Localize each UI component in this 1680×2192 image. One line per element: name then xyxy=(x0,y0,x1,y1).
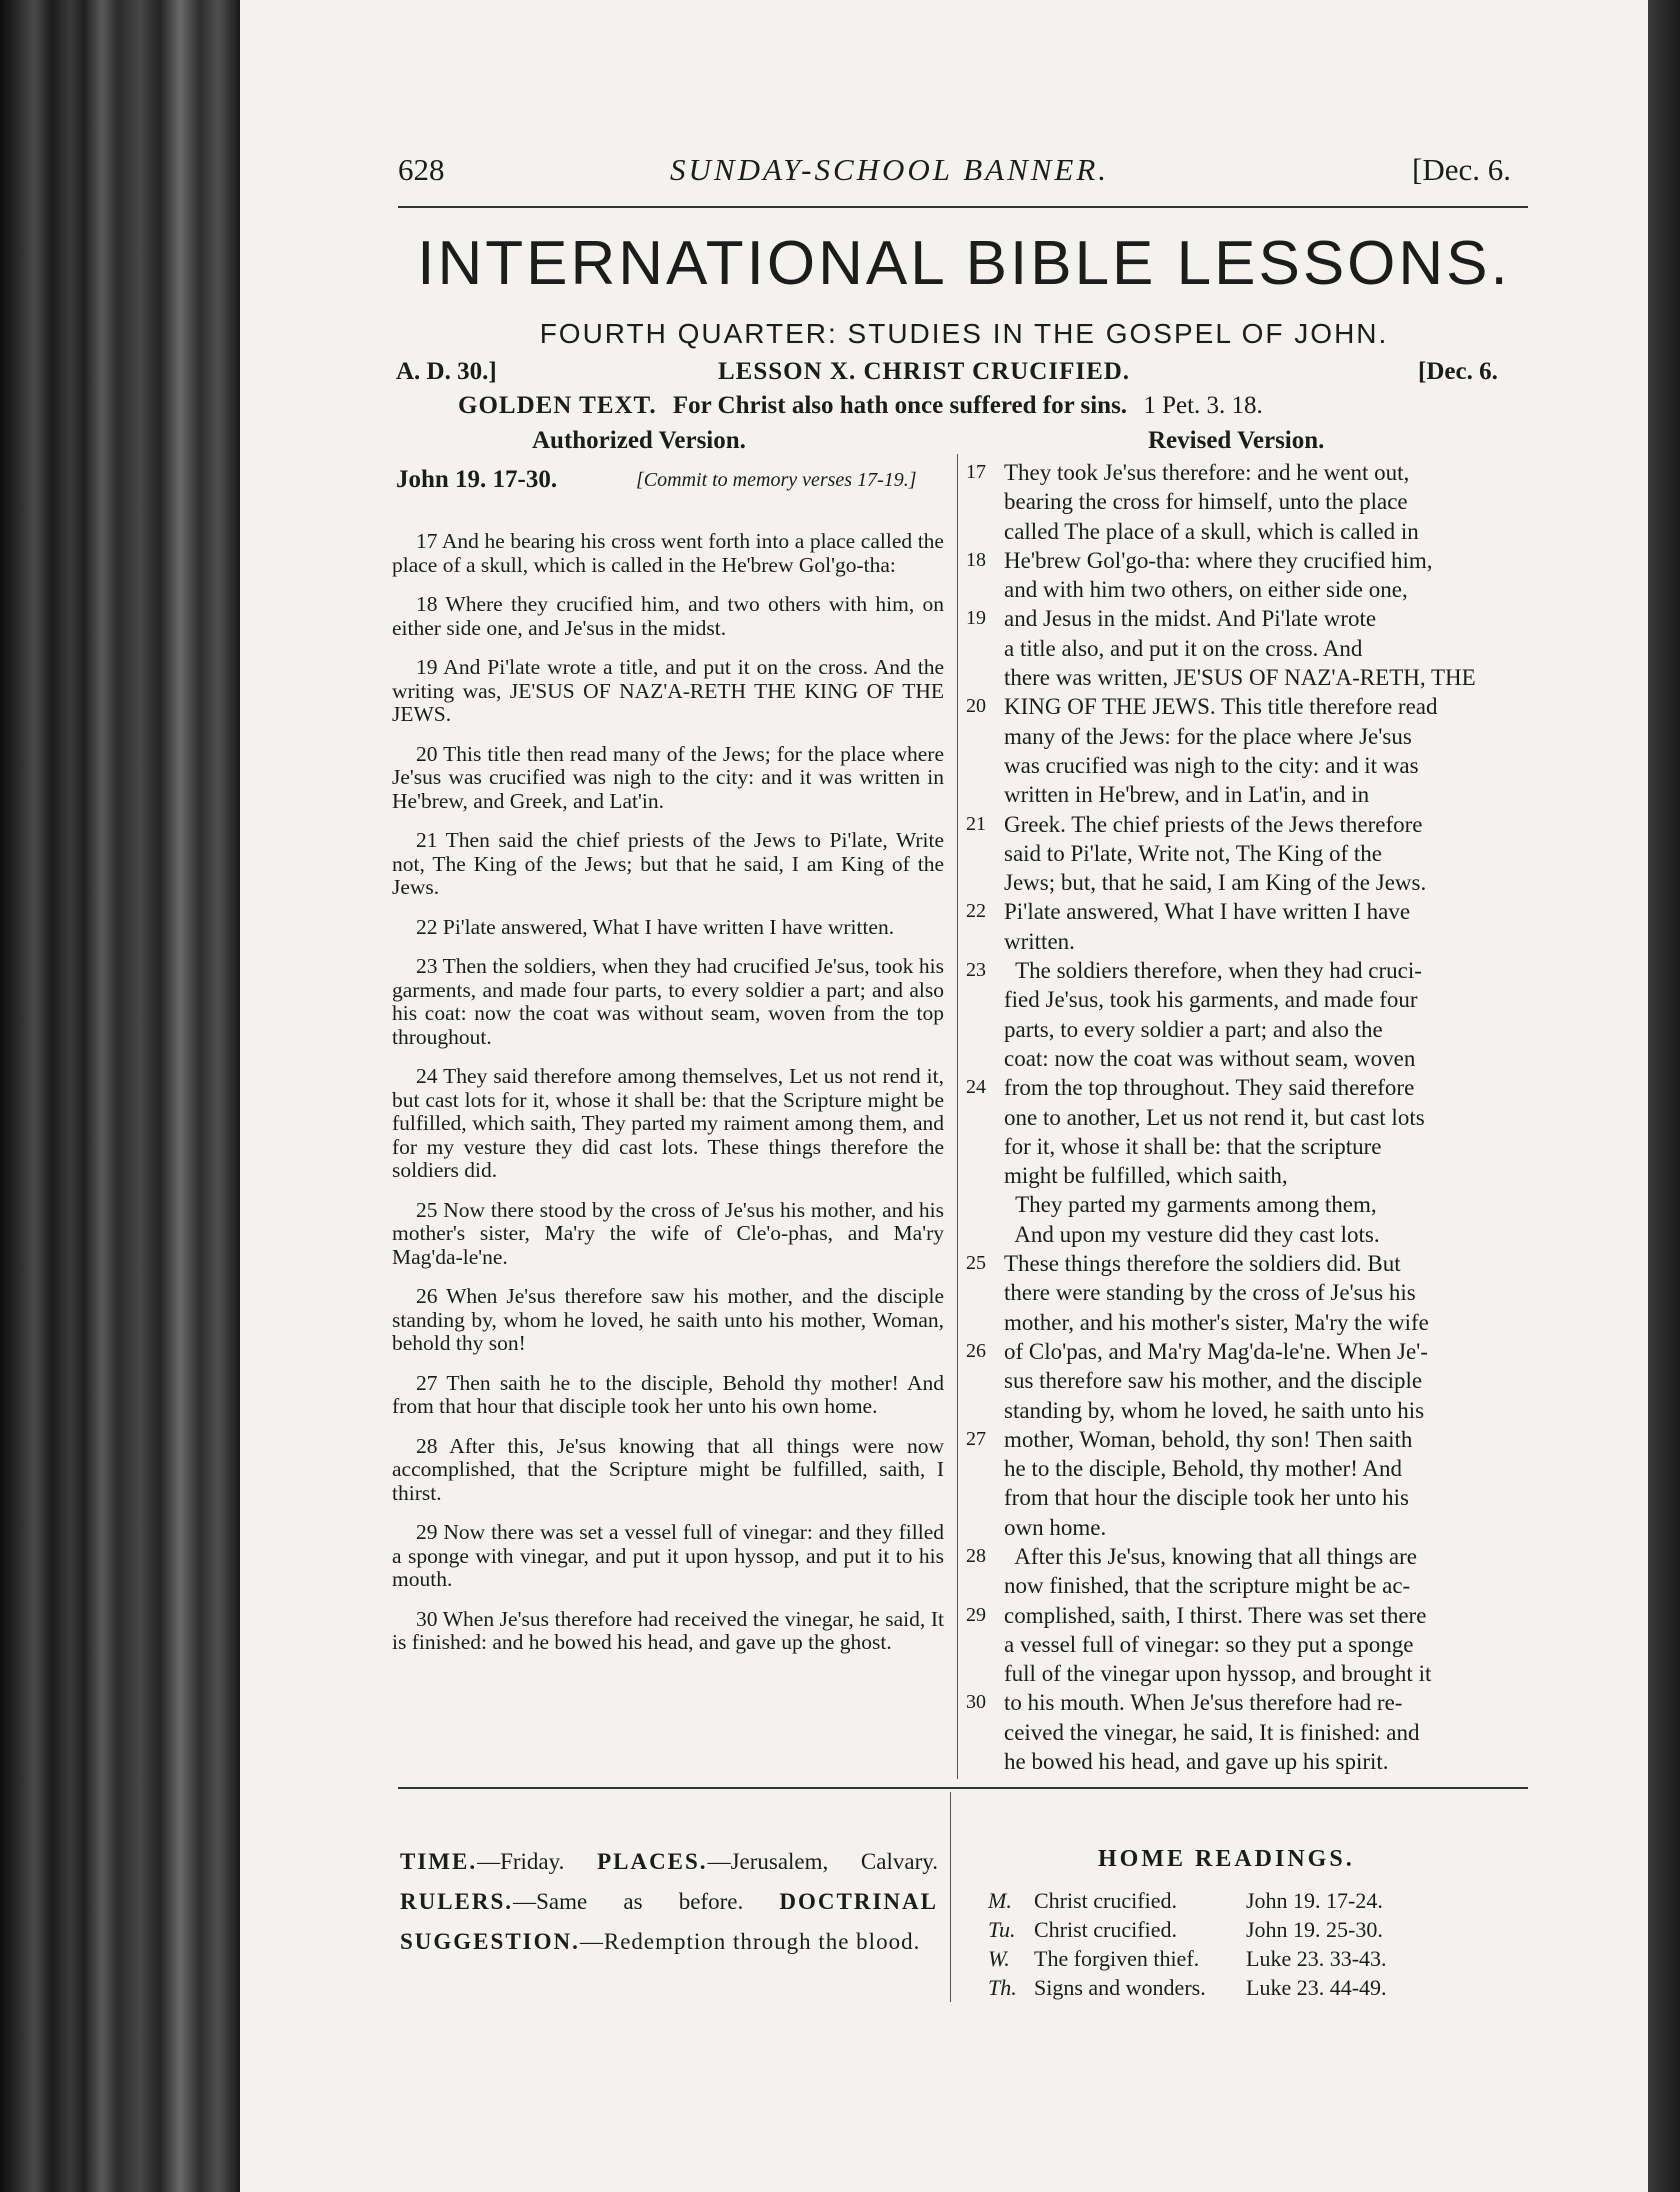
reading-day: W. xyxy=(988,1946,1010,1971)
golden-text xyxy=(458,392,1263,420)
verse-text: These things therefore the soldiers did. But xyxy=(1004,1251,1401,1277)
verse-text: He'brew Gol'go-tha: where they crucified him, xyxy=(1004,547,1433,573)
revised-line xyxy=(1004,1396,1526,1425)
revised-line xyxy=(966,956,1526,985)
verse-text: there were standing by the cross of Je'sus his xyxy=(1004,1280,1416,1306)
verse-text: Where they crucified him, and two others with him, on either side one, and Je'sus in the midst. xyxy=(392,592,944,640)
verse-text: written in He'brew, and in Lat'in, and in xyxy=(1004,782,1370,808)
verse-text: Greek. The chief priests of the Jews therefore xyxy=(1004,811,1423,837)
verse-number: 18 xyxy=(966,548,986,571)
authorized-verse-18 xyxy=(392,593,944,640)
places-value: —Jerusalem, Calvary. xyxy=(707,1849,938,1874)
verse-text: written. xyxy=(1004,928,1075,954)
verse-number: 19 xyxy=(966,607,986,630)
verse-number: 29 xyxy=(416,1520,444,1544)
verse-text: now finished, that the scripture might be ac- xyxy=(1004,1573,1411,1599)
verse-text: ceived the vinegar, he said, It is finished: and xyxy=(1004,1719,1420,1745)
revised-line xyxy=(1004,487,1526,516)
lesson-date: [Dec. 6. xyxy=(1418,358,1498,385)
revised-line xyxy=(966,1249,1526,1278)
verse-number: 25 xyxy=(966,1252,986,1275)
home-reading-item xyxy=(988,1915,1508,1944)
revised-line xyxy=(1004,1278,1526,1307)
verse-text: They parted my garments among them, xyxy=(1004,1192,1377,1218)
reading-title: Signs and wonders. xyxy=(1034,1975,1206,2000)
revised-line xyxy=(1004,868,1526,897)
verse-text: there was written, JE'SUS OF NAZ'A-RETH, THE xyxy=(1004,665,1476,691)
places-label: PLACES. xyxy=(597,1849,708,1874)
verse-text: mother, Woman, behold, thy son! Then saith xyxy=(1004,1426,1413,1452)
verse-number: 22 xyxy=(966,900,986,923)
revised-line xyxy=(1004,780,1526,809)
revised-line xyxy=(1004,1103,1526,1132)
lesson-notes xyxy=(400,1842,938,1962)
verse-number: 17 xyxy=(416,529,442,553)
verse-number: 20 xyxy=(966,695,986,718)
revised-line xyxy=(1004,1220,1526,1249)
verse-number: 23 xyxy=(416,954,443,978)
verse-text: Jews; but, that he said, I am King of the Jews. xyxy=(1004,870,1427,896)
verse-text: bearing the cross for himself, unto the place xyxy=(1004,489,1408,515)
verse-number: 18 xyxy=(416,592,446,616)
verse-text: Then saith he to the disciple, Behold thy mother! And from that hour that disciple took her unto his own home. xyxy=(392,1370,944,1418)
revised-line xyxy=(1004,634,1526,663)
subtitle: FOURTH QUARTER: STUDIES IN THE GOSPEL OF JOHN. xyxy=(539,318,1389,349)
revised-line xyxy=(966,1601,1526,1630)
passage-reference: John 19. 17-30. xyxy=(396,466,558,493)
revised-line xyxy=(1004,575,1526,604)
home-readings-list xyxy=(988,1886,1508,2002)
verse-text: from the top throughout. They said therefore xyxy=(1004,1075,1415,1101)
verse-number: 30 xyxy=(966,1691,986,1714)
revised-line xyxy=(1004,663,1526,692)
revised-line xyxy=(1004,722,1526,751)
verse-text: of Clo'pas, and Ma'ry Mag'da-le'ne. When Je'- xyxy=(1004,1338,1428,1364)
verse-number: 30 xyxy=(416,1606,443,1631)
authorized-verse-21 xyxy=(392,829,944,900)
verse-text: They took Je'sus therefore: and he went out, xyxy=(1004,460,1410,485)
reading-title: Christ crucified. xyxy=(1034,1888,1177,1913)
bottom-rule xyxy=(398,1787,1528,1789)
verse-number: 27 xyxy=(966,1427,986,1450)
home-readings-heading: HOME READINGS. xyxy=(1098,1846,1355,1872)
revised-line xyxy=(1004,839,1526,868)
revised-line xyxy=(1004,1513,1526,1542)
revised-line xyxy=(1004,1161,1526,1190)
verse-text: parts, to every soldier a part; and also the xyxy=(1004,1016,1383,1042)
verse-number: 24 xyxy=(416,1064,444,1088)
verse-text: Pi'late answered, What I have written I have written. xyxy=(442,914,895,939)
verse-text: he bowed his head, and gave up his spirit. xyxy=(1004,1749,1389,1775)
verse-number: 17 xyxy=(966,461,986,483)
verse-text: Then said the chief priests of the Jews to Pi'late, Write not, The King of the Jews; but that he said, I am King of the Jews. xyxy=(392,828,944,899)
lesson-title: LESSON X. CHRIST CRUCIFIED. xyxy=(718,358,1131,385)
revised-line xyxy=(966,692,1526,721)
verse-text: might be fulfilled, which saith, xyxy=(1004,1163,1288,1189)
golden-text-label: GOLDEN TEXT. xyxy=(458,392,657,419)
authorized-verse-23 xyxy=(392,955,944,1049)
header-date: [Dec. 6. xyxy=(1412,152,1511,187)
verse-number: 23 xyxy=(966,959,986,982)
reading-ref: Luke 23. 33-43. xyxy=(1246,1946,1387,1971)
revised-line xyxy=(1004,1718,1526,1747)
page-title: INTERNATIONAL BIBLE LESSONS. xyxy=(417,229,1511,298)
revised-line xyxy=(1004,1366,1526,1395)
verse-number: 22 xyxy=(416,914,443,939)
revised-line xyxy=(1004,751,1526,780)
verse-text: When Je'sus therefore had received the vinegar, he said, It is finished: and he bowed his head, and gave up the ghost. xyxy=(392,1606,944,1654)
verse-text: They said therefore among themselves, Let us not rend it, but cast lots for it, whose it shall be: that the Scripture might be fulfilled, which saith, They parted my raiment among them, and for my vesture they did cast lots. These things therefore the soldiers did. xyxy=(392,1064,944,1182)
revised-line xyxy=(1004,927,1526,956)
revised-column xyxy=(966,458,1526,1776)
verse-text: complished, saith, I thirst. There was set there xyxy=(1004,1602,1427,1628)
reading-ref: Luke 23. 44-49. xyxy=(1246,1975,1387,2000)
verse-text: many of the Jews: for the place where Je'sus xyxy=(1004,723,1412,749)
verse-number: 26 xyxy=(966,1339,986,1362)
reading-ref: John 19. 17-24. xyxy=(1246,1888,1383,1913)
verse-text: from that hour the disciple took her unto his xyxy=(1004,1485,1409,1511)
authorized-heading: Authorized Version. xyxy=(532,427,746,454)
verse-number: 28 xyxy=(416,1433,450,1458)
rulers-value: —Same as before. xyxy=(513,1889,744,1914)
reading-day: M. xyxy=(988,1888,1012,1913)
verse-text: And upon my vesture did they cast lots. xyxy=(1004,1221,1380,1247)
revised-line xyxy=(966,546,1526,575)
authorized-verse-25 xyxy=(392,1199,944,1270)
authorized-verse-19 xyxy=(392,656,944,727)
authorized-verse-29 xyxy=(392,1521,944,1592)
revised-line xyxy=(966,1425,1526,1454)
verse-number: 29 xyxy=(966,1603,986,1626)
revised-line xyxy=(1004,1015,1526,1044)
header-rule xyxy=(398,206,1528,208)
verse-text: a vessel full of vinegar: so they put a sponge xyxy=(1004,1631,1414,1657)
verse-number: 25 xyxy=(416,1197,444,1222)
authorized-verse-26 xyxy=(392,1285,944,1356)
revised-line xyxy=(1004,985,1526,1014)
revised-line xyxy=(966,897,1526,926)
verse-text: full of the vinegar upon hyssop, and brought it xyxy=(1004,1661,1432,1687)
golden-text-ref: 1 Pet. 3. 18. xyxy=(1143,392,1263,419)
passage-line xyxy=(392,466,944,520)
verse-text: a title also, and put it on the cross. And xyxy=(1004,635,1363,661)
verse-text: was crucified was nigh to the city: and it was xyxy=(1004,752,1419,778)
revised-line xyxy=(1004,1308,1526,1337)
running-title: SUNDAY-SCHOOL BANNER. xyxy=(670,152,1110,187)
verse-text: This title then read many of the Jews; for the place where Je'sus was crucified was nigh to the city: and it was written in He'brew, and Greek, and Lat'in. xyxy=(392,741,944,813)
verse-text: standing by, whom he loved, he saith unto his xyxy=(1004,1397,1425,1423)
lesson-year: A. D. 30.] xyxy=(396,358,497,385)
verse-number: 21 xyxy=(966,812,986,835)
authorized-verse-17 xyxy=(392,530,944,577)
verse-number: 27 xyxy=(416,1370,447,1395)
time-value: —Friday. xyxy=(477,1849,565,1874)
verse-text: When Je'sus therefore saw his mother, and the disciple standing by, whom he loved, he saith unto his mother, Woman, behold thy son! xyxy=(392,1284,944,1355)
verse-text: After this Je'sus, knowing that all things are xyxy=(1004,1543,1417,1569)
home-reading-item xyxy=(988,1886,1508,1915)
authorized-verse-28 xyxy=(392,1435,944,1506)
reading-day: Tu. xyxy=(988,1917,1016,1942)
verse-text: Pi'late answered, What I have written I have xyxy=(1004,899,1411,925)
memory-note: [Commit to memory verses 17-19.] xyxy=(636,469,917,491)
verse-text: Now there was set a vessel full of vinegar: and they filled a sponge with vinegar, and put it upon hyssop, and put it to his mouth. xyxy=(392,1520,944,1591)
verse-text: coat: now the coat was without seam, woven xyxy=(1004,1045,1416,1071)
verse-text: Now there stood by the cross of Je'sus his mother, and his mother's sister, Ma'ry the wife of Cle'o-phas, and Ma'ry Mag'da-le'ne. xyxy=(392,1197,944,1269)
authorized-verse-24 xyxy=(392,1065,944,1183)
verse-text: and Jesus in the midst. And Pi'late wrote xyxy=(1004,606,1377,632)
verse-text: said to Pi'late, Write not, The King of the xyxy=(1004,840,1382,866)
verse-number: 24 xyxy=(966,1076,986,1099)
verse-number: 19 xyxy=(416,655,444,679)
verse-text: for it, whose it shall be: that the scripture xyxy=(1004,1133,1382,1159)
verse-text: And he bearing his cross went forth into a place called the place of a skull, which is called in the He'brew Gol'go-tha: xyxy=(392,529,944,577)
verse-text: fied Je'sus, took his garments, and made four xyxy=(1004,987,1418,1013)
verse-number: 21 xyxy=(416,828,446,852)
revised-line xyxy=(1004,1630,1526,1659)
verse-text: After this, Je'sus knowing that all things were now accomplished, that the Scripture might be fulfilled, saith, I thirst. xyxy=(392,1433,944,1505)
revised-line xyxy=(1004,1454,1526,1483)
revised-line xyxy=(966,458,1526,487)
authorized-verse-20 xyxy=(392,743,944,814)
rulers-label: RULERS. xyxy=(400,1889,514,1914)
verse-text: to his mouth. When Je'sus therefore had re- xyxy=(1004,1690,1403,1716)
revised-line xyxy=(966,1688,1526,1717)
home-reading-item xyxy=(988,1944,1508,1973)
verse-text: he to the disciple, Behold, thy mother! And xyxy=(1004,1456,1402,1482)
reading-title: Christ crucified. xyxy=(1034,1917,1177,1942)
verse-text: KING OF THE JEWS. This title therefore read xyxy=(1004,694,1438,720)
home-reading-item xyxy=(988,1973,1508,2002)
reading-ref: John 19. 25-30. xyxy=(1246,1917,1383,1942)
verse-text: sus therefore saw his mother, and the disciple xyxy=(1004,1368,1423,1394)
revised-line xyxy=(1004,517,1526,546)
revised-line xyxy=(1004,1483,1526,1512)
verse-number: 28 xyxy=(966,1544,986,1567)
revised-line xyxy=(966,1542,1526,1571)
revised-line xyxy=(1004,1659,1526,1688)
column-divider xyxy=(957,454,958,1779)
time-label: TIME. xyxy=(400,1849,478,1874)
bottom-divider xyxy=(950,1792,951,2002)
revised-line xyxy=(966,810,1526,839)
verse-text: called The place of a skull, which is called in xyxy=(1004,518,1419,544)
verse-text: And Pi'late wrote a title, and put it on the cross. And the writing was, JE'SUS OF NAZ'A-RETH THE KING OF THE JEWS. xyxy=(392,655,944,726)
revised-line xyxy=(1004,1044,1526,1073)
book-spine xyxy=(0,0,240,2192)
reading-day: Th. xyxy=(988,1975,1017,2000)
revised-line xyxy=(966,604,1526,633)
revised-line xyxy=(966,1073,1526,1102)
revised-line xyxy=(1004,1571,1526,1600)
verse-text: mother, and his mother's sister, Ma'ry the wife xyxy=(1004,1309,1429,1335)
doctrinal-value: —Redemption through the blood. xyxy=(579,1929,921,1954)
authorized-verse-22 xyxy=(392,916,944,940)
revised-heading: Revised Version. xyxy=(1148,427,1325,454)
verse-number: 20 xyxy=(416,741,444,766)
page-number: 628 xyxy=(398,152,445,187)
verse-text: Then the soldiers, when they had crucified Je'sus, took his garments, and made four parts, to every soldier a part; and also his coat: now the coat was without seam, woven from the top throughout. xyxy=(392,954,944,1049)
doctrinal-label: DOCTRINAL SUGGESTION. xyxy=(400,1889,938,1954)
authorized-verse-30 xyxy=(392,1608,944,1655)
revised-line xyxy=(1004,1747,1526,1776)
golden-text-verse: For Christ also hath once suffered for sins. xyxy=(672,392,1128,419)
verse-text: The soldiers therefore, when they had cruci- xyxy=(1004,958,1422,984)
verse-text: and with him two others, on either side one, xyxy=(1004,577,1408,603)
revised-line xyxy=(1004,1132,1526,1161)
revised-line xyxy=(966,1337,1526,1366)
verse-number: 26 xyxy=(416,1284,447,1308)
page-edge xyxy=(1648,0,1680,2192)
verse-text: one to another, Let us not rend it, but cast lots xyxy=(1004,1104,1425,1130)
reading-title: The forgiven thief. xyxy=(1034,1946,1200,1971)
authorized-verses xyxy=(392,530,944,1655)
verse-text: own home. xyxy=(1004,1514,1107,1540)
revised-line xyxy=(1004,1190,1526,1219)
authorized-verse-27 xyxy=(392,1372,944,1419)
authorized-column xyxy=(392,466,944,1671)
